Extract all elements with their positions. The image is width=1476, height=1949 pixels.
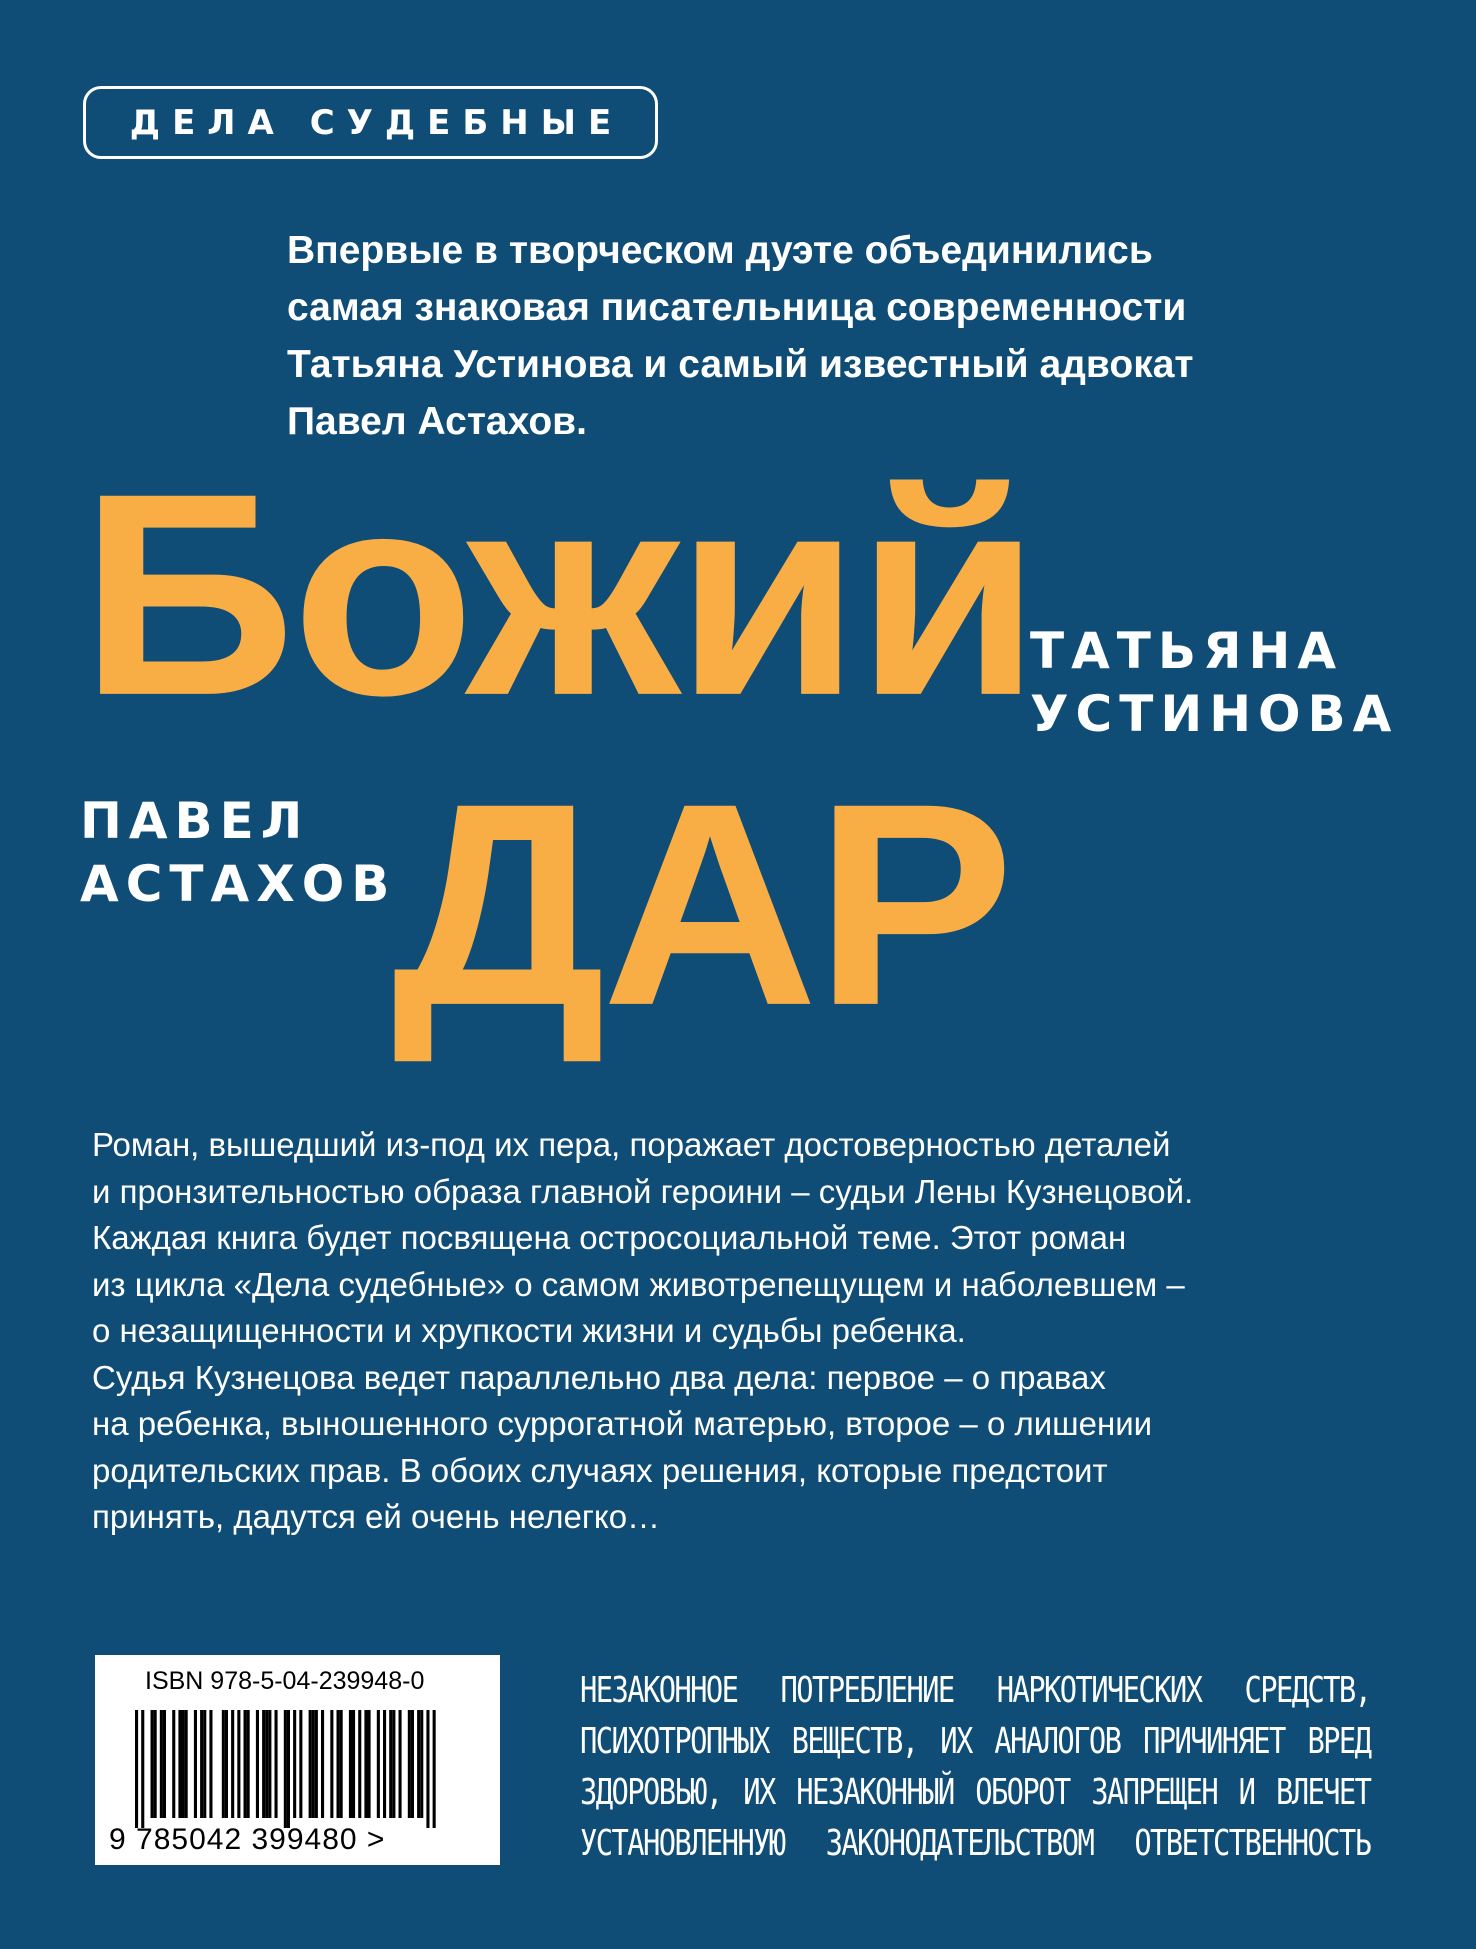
barcode-bar bbox=[408, 1710, 411, 1818]
intro-line: Татьяна Устинова и самый известный адвокат bbox=[287, 343, 1194, 386]
barcode-bar bbox=[330, 1710, 333, 1818]
annotation-line: Судья Кузнецова ведет параллельно два дела: первое – о правах bbox=[92, 1358, 1106, 1396]
barcode-bar bbox=[420, 1710, 423, 1818]
annotation-line: Каждая книга будет посвящена остросоциальной теме. Этот роман bbox=[92, 1219, 1127, 1256]
barcode-bar bbox=[315, 1710, 318, 1818]
author-astakhov bbox=[80, 790, 396, 916]
intro-text bbox=[287, 222, 1417, 450]
ean-digits: 9 785042 399480 > bbox=[109, 1823, 386, 1856]
barcode-bar bbox=[231, 1710, 234, 1818]
author-first-name: ТАТЬЯНА bbox=[1030, 622, 1344, 680]
barcode-bar bbox=[349, 1710, 352, 1818]
annotation-line: Роман, вышедший из-под их пера, поражает достоверностью деталей bbox=[92, 1126, 1171, 1163]
barcode-bar bbox=[312, 1710, 315, 1818]
barcode-bar bbox=[340, 1710, 343, 1818]
intro-line: Павел Астахов. bbox=[287, 400, 587, 443]
barcode-bar bbox=[163, 1710, 166, 1818]
barcode-bar bbox=[392, 1710, 395, 1818]
annotation-line: и пронзительностью образа главной героини – судьи Лены Кузнецовой. bbox=[92, 1172, 1194, 1210]
annotation-line: на ребенка, выношенного суррогатной матерью, второе – о лишении bbox=[92, 1405, 1153, 1442]
intro-line: самая знаковая писательница современности bbox=[287, 286, 1187, 329]
barcode-bar bbox=[321, 1710, 324, 1818]
isbn-number: ISBN 978-5-04-239948-0 bbox=[145, 1667, 425, 1695]
barcode-bar bbox=[293, 1710, 296, 1818]
barcode-bar bbox=[262, 1710, 265, 1818]
barcode-bar bbox=[358, 1710, 361, 1818]
intro-line: Впервые в творческом дуэте объединились bbox=[287, 229, 1153, 272]
barcode-bar bbox=[383, 1710, 386, 1818]
annotation-line: о незащищенности и хрупкости жизни и судьбы ребенка. bbox=[92, 1312, 966, 1349]
barcode-bar bbox=[185, 1710, 188, 1818]
series-label: ДЕЛА СУДЕБНЫЕ bbox=[129, 102, 624, 143]
barcode-bar bbox=[426, 1710, 429, 1828]
barcode-bar bbox=[284, 1710, 287, 1828]
book-title-line-2: ДАР bbox=[392, 742, 1011, 1066]
barcode-bar bbox=[368, 1710, 371, 1818]
barcode-bar bbox=[244, 1710, 247, 1818]
barcode-bar bbox=[417, 1710, 420, 1818]
annotation-line: родительских прав. В обоих случаях решения, которые предстоит bbox=[92, 1451, 1108, 1489]
book-title-line-1: Божий bbox=[80, 432, 1037, 756]
author-last-name: АСТАХОВ bbox=[80, 855, 397, 913]
barcode-bar bbox=[172, 1710, 175, 1818]
barcode-bar bbox=[352, 1710, 355, 1818]
barcode-panel bbox=[95, 1655, 500, 1865]
barcode-bar bbox=[309, 1710, 312, 1818]
barcode-bar bbox=[399, 1710, 402, 1818]
barcode-bar bbox=[203, 1710, 206, 1818]
barcode-bar bbox=[377, 1710, 380, 1818]
barcode-bar bbox=[433, 1710, 436, 1828]
barcode-bar bbox=[178, 1710, 181, 1818]
barcode-bar bbox=[151, 1710, 154, 1818]
barcode-bar bbox=[160, 1710, 163, 1818]
barcode-bar bbox=[200, 1710, 203, 1818]
book-annotation bbox=[92, 1122, 1422, 1541]
barcode-bar bbox=[209, 1710, 212, 1818]
barcode-bar bbox=[154, 1710, 157, 1818]
annotation-line: принять, дадутся ей очень нелегко… bbox=[92, 1498, 661, 1535]
barcode-bar bbox=[411, 1710, 414, 1818]
barcode-bar bbox=[225, 1710, 228, 1818]
warning-line: УСТАНОВЛЕННУЮ ЗАКОНОДАТЕЛЬСТВОМ ОТВЕТСТВЕННОСТЬ bbox=[580, 1823, 1371, 1864]
barcode-bar bbox=[135, 1710, 138, 1828]
barcode-bar bbox=[275, 1710, 278, 1818]
barcode-bar bbox=[182, 1710, 185, 1818]
annotation-line: из цикла «Дела судебные» о самом животрепещущем и наболевшем – bbox=[92, 1265, 1185, 1303]
barcode-bar bbox=[364, 1710, 367, 1818]
author-last-name: УСТИНОВА bbox=[1030, 685, 1399, 743]
drug-warning bbox=[580, 1665, 1370, 1869]
barcode-bar bbox=[222, 1710, 225, 1818]
barcode-bar bbox=[237, 1710, 240, 1818]
barcode-bar bbox=[337, 1710, 340, 1818]
author-ustinova bbox=[1030, 620, 1398, 746]
warning-line: ЗДОРОВЬЮ, ИХ НЕЗАКОННЫЙ ОБОРОТ ЗАПРЕЩЕН И ВЛЕЧЕТ bbox=[580, 1772, 1371, 1813]
author-first-name: ПАВЕЛ bbox=[80, 792, 310, 850]
barcode-bar bbox=[299, 1710, 302, 1818]
barcode-bar bbox=[141, 1710, 144, 1828]
warning-line: НЕЗАКОННОЕ ПОТРЕБЛЕНИЕ НАРКОТИЧЕСКИХ СРЕДСТВ, bbox=[580, 1670, 1371, 1711]
barcode-bar bbox=[287, 1710, 290, 1828]
series-badge bbox=[83, 86, 658, 159]
barcode-bar bbox=[389, 1710, 392, 1818]
barcode-bar bbox=[268, 1710, 271, 1818]
barcode-bar bbox=[265, 1710, 268, 1818]
barcode-bar bbox=[247, 1710, 250, 1818]
barcode-bar bbox=[256, 1710, 259, 1818]
warning-line: ПСИХОТРОПНЫХ ВЕЩЕСТВ, ИХ АНАЛОГОВ ПРИЧИНЯЕТ ВРЕД bbox=[580, 1721, 1371, 1762]
barcode-bar bbox=[194, 1710, 197, 1818]
